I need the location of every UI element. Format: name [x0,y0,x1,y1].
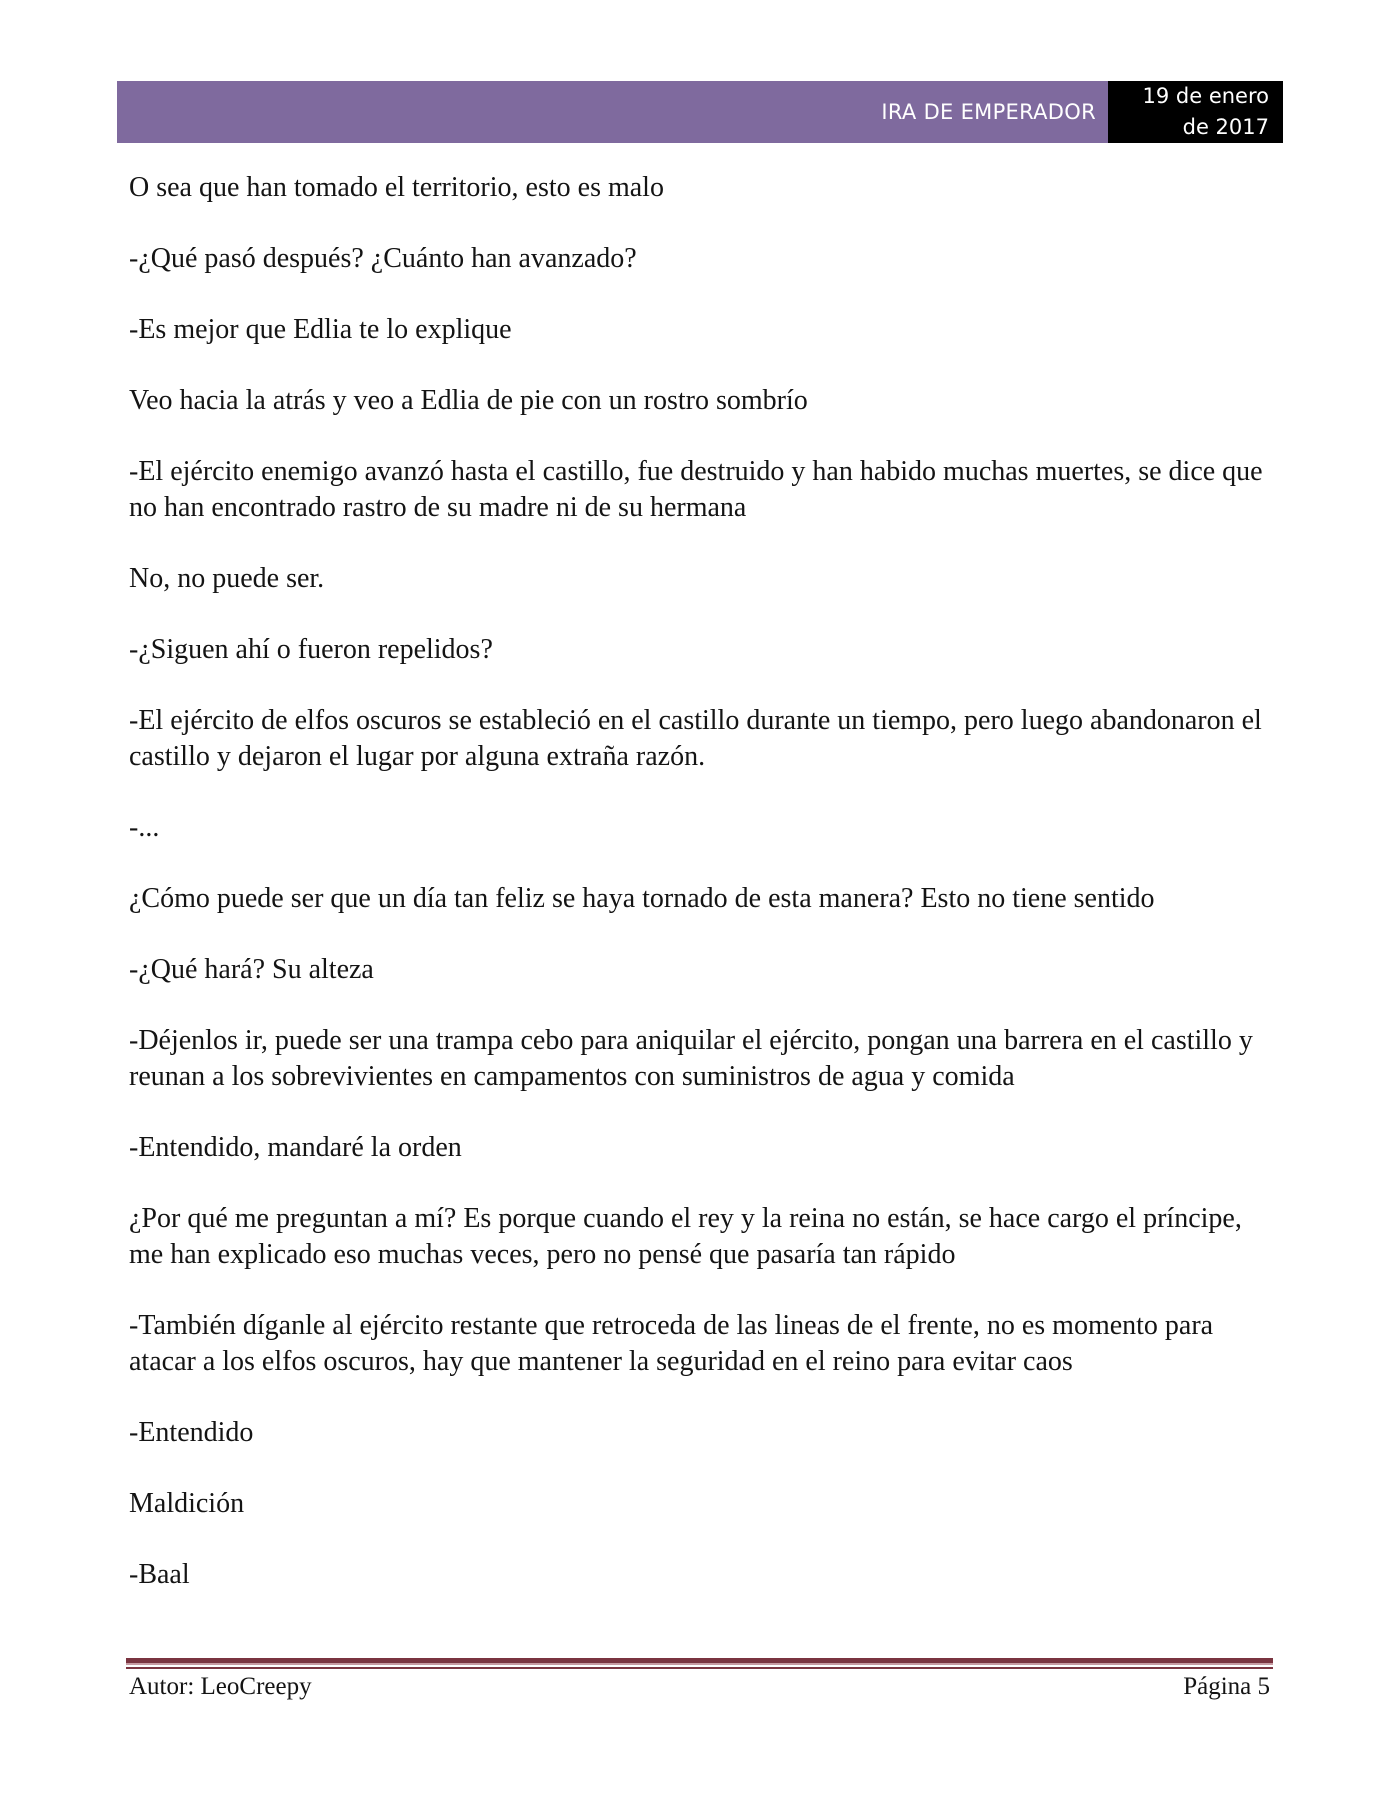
paragraph: O sea que han tomado el territorio, esto es malo [129,172,664,203]
page-header [117,81,1283,143]
paragraph: Veo hacia la atrás y veo a Edlia de pie con un rostro sombrío [129,385,808,416]
body-text [129,170,1279,1628]
paragraph: -El ejército de elfos oscuros se estableció en el castillo durante un tiempo, pero luego abandonaron el castillo y dejaron el lugar por alguna extraña razón. [129,705,1262,772]
paragraph: -Es mejor que Edlia te lo explique [129,314,512,345]
header-band [117,81,1108,143]
date-line-2: de 2017 [1182,115,1269,139]
paragraph: -El ejército enemigo avanzó hasta el castillo, fue destruido y han habido muchas muertes, se dice que no han encontrado rastro de su madre ni de su hermana [129,456,1263,523]
paragraph: -¿Qué pasó después? ¿Cuánto han avanzado? [129,243,637,274]
page-footer [129,1670,1270,1704]
paragraph: ¿Cómo puede ser que un día tan feliz se haya tornado de esta manera? Esto no tiene sentido [129,883,1155,914]
paragraph: ¿Por qué me preguntan a mí? Es porque cuando el rey y la reina no están, se hace cargo el príncipe, me han explicado eso muchas veces, pero no pensé que pasaría tan rápido [129,1203,1242,1270]
paragraph: -¿Qué hará? Su alteza [129,954,374,985]
paragraph: -¿Siguen ahí o fueron repelidos? [129,634,493,665]
paragraph: -También díganle al ejército restante que retroceda de las lineas de el frente, no es momento para atacar a los elfos oscuros, hay que mantener la seguridad en el reino para evitar caos [129,1310,1214,1377]
paragraph: -... [129,812,160,843]
paragraph: -Entendido [129,1417,254,1448]
paragraph: -Entendido, mandaré la orden [129,1132,462,1163]
paragraph: -Baal [129,1559,190,1590]
paragraph: -Déjenlos ir, puede ser una trampa cebo para aniquilar el ejército, pongan una barrera en el castillo y reunan a los sobrevivientes en campamentos con suministros de agua y comida [129,1025,1253,1092]
paragraph: Maldición [129,1488,245,1519]
date-line-1: 19 de enero [1142,84,1269,108]
header-date [1108,81,1283,143]
paragraph: No, no puede ser. [129,563,325,594]
footer-author: Autor: LeoCreepy [129,1673,312,1700]
footer-divider [126,1658,1273,1665]
document-title: IRA DE EMPERADOR [881,100,1096,124]
footer-page-number: Página 5 [1183,1673,1270,1700]
